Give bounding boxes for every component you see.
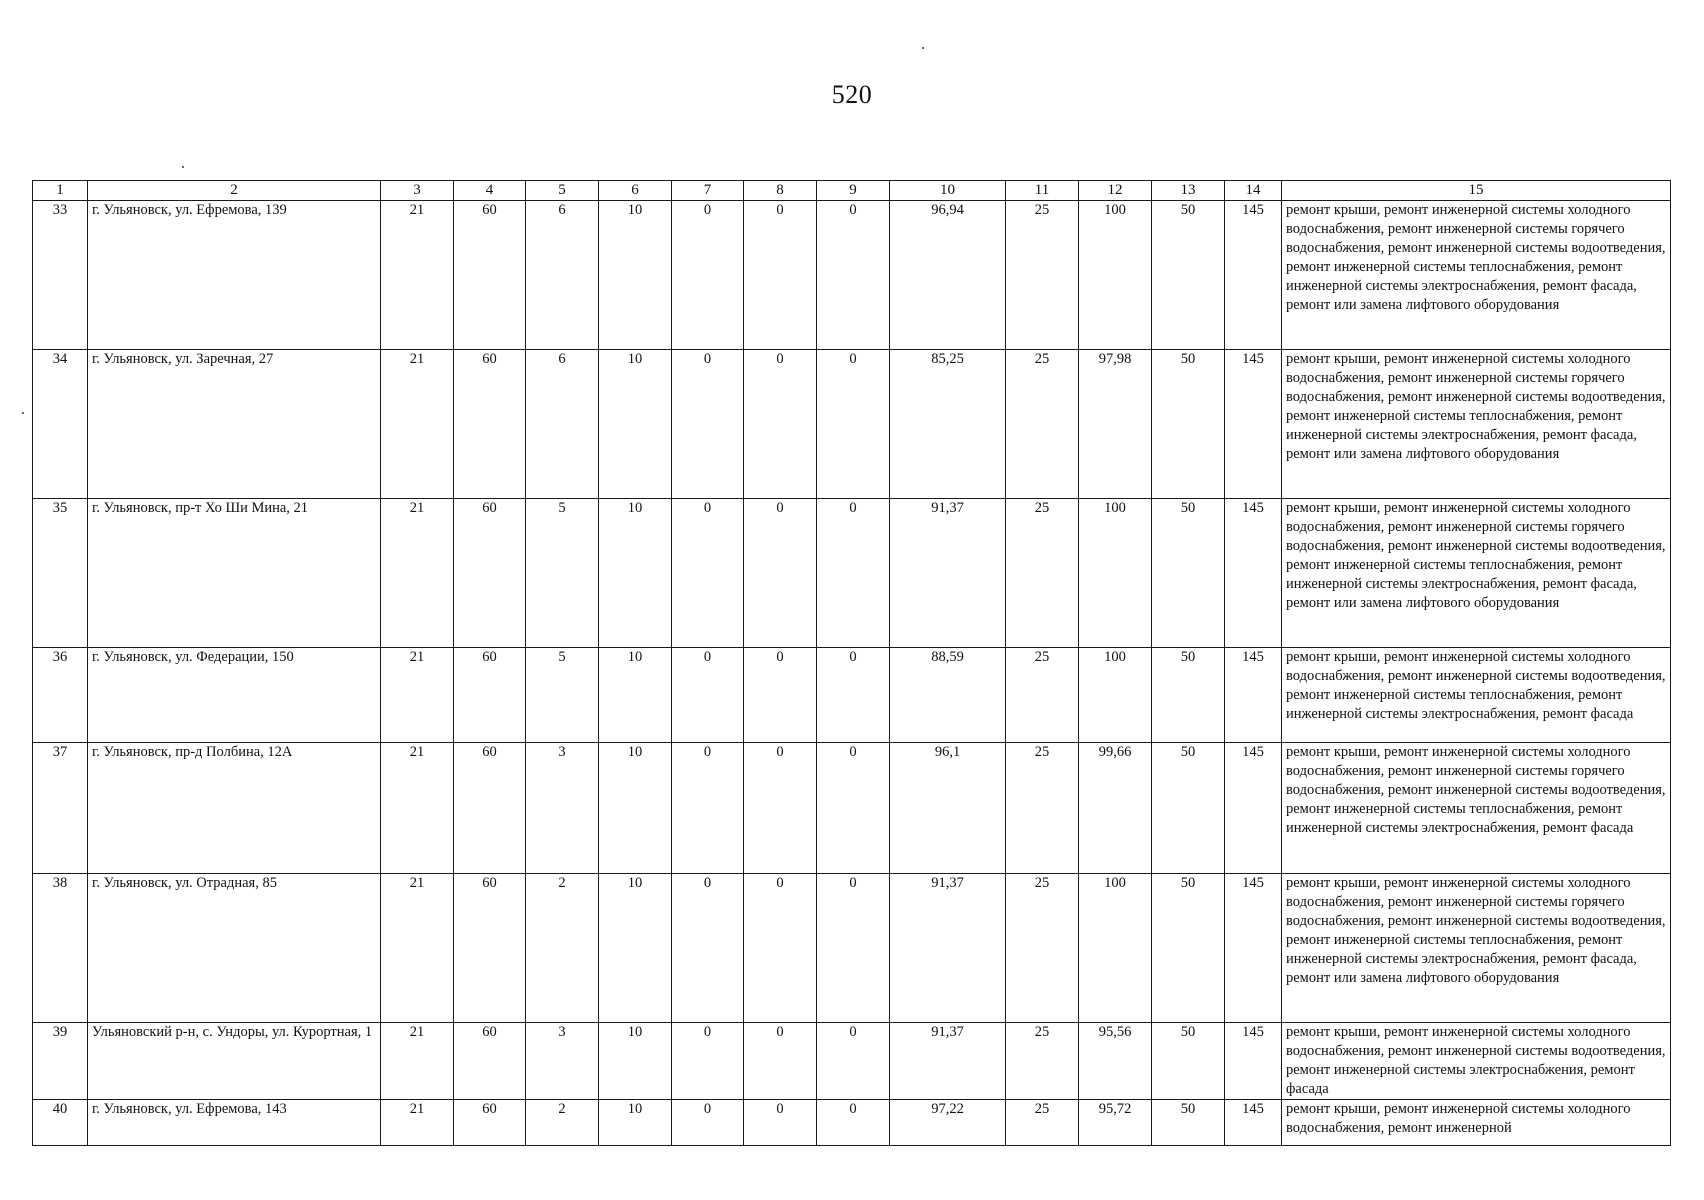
table-cell: 60	[454, 499, 526, 648]
table-cell: 10	[599, 499, 672, 648]
address-cell: г. Ульяновск, пр-т Хо Ши Мина, 21	[88, 499, 381, 648]
table-cell: 21	[381, 743, 454, 874]
table-cell: 0	[672, 499, 744, 648]
column-header: 10	[890, 181, 1006, 201]
table-cell: 145	[1225, 499, 1282, 648]
table-row	[33, 499, 1671, 648]
table-cell: 0	[744, 350, 817, 499]
table-cell: 145	[1225, 201, 1282, 350]
column-header: 2	[88, 181, 381, 201]
table-cell: 145	[1225, 874, 1282, 1023]
table-row	[33, 1023, 1671, 1100]
column-header: 11	[1006, 181, 1079, 201]
table-cell: 2	[526, 1100, 599, 1146]
table-cell: 3	[526, 743, 599, 874]
row-number: 40	[33, 1100, 88, 1146]
table-cell: 21	[381, 1023, 454, 1100]
scan-speck	[22, 412, 24, 414]
header-row	[33, 181, 1671, 201]
table-cell: 25	[1006, 350, 1079, 499]
table-cell: 0	[817, 1100, 890, 1146]
row-number: 33	[33, 201, 88, 350]
works-cell: ремонт крыши, ремонт инженерной системы холодного водоснабжения, ремонт инженерной системы водоотведения, ремонт инженерной системы электроснабжения, ремонт фасада	[1282, 1023, 1671, 1100]
table-cell: 0	[817, 874, 890, 1023]
table-row	[33, 743, 1671, 874]
table-cell: 25	[1006, 874, 1079, 1023]
table-cell: 0	[817, 648, 890, 743]
column-header: 14	[1225, 181, 1282, 201]
table-cell: 0	[744, 201, 817, 350]
table-cell: 97,22	[890, 1100, 1006, 1146]
register-table	[32, 180, 1671, 1146]
column-header: 7	[672, 181, 744, 201]
column-header: 6	[599, 181, 672, 201]
table-cell: 50	[1152, 1023, 1225, 1100]
scan-speck	[182, 166, 184, 168]
table-cell: 10	[599, 743, 672, 874]
address-cell: г. Ульяновск, пр-д Полбина, 12А	[88, 743, 381, 874]
table-cell: 21	[381, 201, 454, 350]
works-cell: ремонт крыши, ремонт инженерной системы холодного водоснабжения, ремонт инженерной системы горячего водоснабжения, ремонт инженерной системы водоотведения, ремонт инженерной системы теплоснабжения, ремонт инженерной системы электроснабжения, ремонт фасада, ремонт или замена лифтового оборудования	[1282, 201, 1671, 350]
row-number: 34	[33, 350, 88, 499]
table-cell: 88,59	[890, 648, 1006, 743]
table-cell: 5	[526, 648, 599, 743]
table-cell: 0	[672, 350, 744, 499]
table-cell: 60	[454, 350, 526, 499]
table-cell: 21	[381, 648, 454, 743]
column-header: 4	[454, 181, 526, 201]
table-cell: 96,94	[890, 201, 1006, 350]
row-number: 38	[33, 874, 88, 1023]
column-header: 3	[381, 181, 454, 201]
table-cell: 25	[1006, 1100, 1079, 1146]
address-cell: г. Ульяновск, ул. Федерации, 150	[88, 648, 381, 743]
address-cell: г. Ульяновск, ул. Заречная, 27	[88, 350, 381, 499]
table-cell: 0	[817, 1023, 890, 1100]
table-cell: 50	[1152, 648, 1225, 743]
table-cell: 10	[599, 1100, 672, 1146]
table-cell: 0	[817, 350, 890, 499]
table-cell: 10	[599, 874, 672, 1023]
column-header: 12	[1079, 181, 1152, 201]
table-cell: 0	[817, 499, 890, 648]
table-cell: 21	[381, 874, 454, 1023]
row-number: 36	[33, 648, 88, 743]
table-cell: 145	[1225, 648, 1282, 743]
table-row	[33, 201, 1671, 350]
table-cell: 5	[526, 499, 599, 648]
table-cell: 100	[1079, 874, 1152, 1023]
table-cell: 50	[1152, 874, 1225, 1023]
table-cell: 96,1	[890, 743, 1006, 874]
column-header: 13	[1152, 181, 1225, 201]
table-cell: 95,72	[1079, 1100, 1152, 1146]
table-cell: 50	[1152, 1100, 1225, 1146]
works-cell: ремонт крыши, ремонт инженерной системы холодного водоснабжения, ремонт инженерной	[1282, 1100, 1671, 1146]
table-cell: 91,37	[890, 1023, 1006, 1100]
table-cell: 0	[672, 201, 744, 350]
table-cell: 85,25	[890, 350, 1006, 499]
table-row	[33, 874, 1671, 1023]
column-header: 9	[817, 181, 890, 201]
row-number: 35	[33, 499, 88, 648]
table-cell: 25	[1006, 201, 1079, 350]
table-cell: 0	[672, 743, 744, 874]
table-cell: 0	[744, 499, 817, 648]
address-cell: г. Ульяновск, ул. Ефремова, 139	[88, 201, 381, 350]
table-cell: 21	[381, 350, 454, 499]
table-cell: 25	[1006, 743, 1079, 874]
table-cell: 99,66	[1079, 743, 1152, 874]
table-cell: 10	[599, 1023, 672, 1100]
column-header: 5	[526, 181, 599, 201]
row-number: 37	[33, 743, 88, 874]
table-row	[33, 350, 1671, 499]
table-cell: 145	[1225, 1023, 1282, 1100]
table-cell: 21	[381, 499, 454, 648]
table-cell: 60	[454, 1100, 526, 1146]
table-cell: 6	[526, 350, 599, 499]
table-cell: 21	[381, 1100, 454, 1146]
table-cell: 0	[744, 1023, 817, 1100]
works-cell: ремонт крыши, ремонт инженерной системы холодного водоснабжения, ремонт инженерной системы горячего водоснабжения, ремонт инженерной системы водоотведения, ремонт инженерной системы теплоснабжения, ремонт инженерной системы электроснабжения, ремонт фасада, ремонт или замена лифтового оборудования	[1282, 499, 1671, 648]
table-cell: 60	[454, 743, 526, 874]
table-row	[33, 1100, 1671, 1146]
table-cell: 0	[744, 648, 817, 743]
scan-speck	[922, 47, 924, 49]
table-cell: 91,37	[890, 499, 1006, 648]
table-cell: 50	[1152, 743, 1225, 874]
table-cell: 145	[1225, 1100, 1282, 1146]
address-cell: г. Ульяновск, ул. Отрадная, 85	[88, 874, 381, 1023]
column-header: 8	[744, 181, 817, 201]
works-cell: ремонт крыши, ремонт инженерной системы холодного водоснабжения, ремонт инженерной системы горячего водоснабжения, ремонт инженерной системы водоотведения, ремонт инженерной системы теплоснабжения, ремонт инженерной системы электроснабжения, ремонт фасада	[1282, 743, 1671, 874]
table-cell: 0	[672, 1100, 744, 1146]
address-cell: Ульяновский р-н, с. Ундоры, ул. Курортная, 1	[88, 1023, 381, 1100]
table-cell: 95,56	[1079, 1023, 1152, 1100]
table-cell: 25	[1006, 499, 1079, 648]
table-cell: 50	[1152, 499, 1225, 648]
works-cell: ремонт крыши, ремонт инженерной системы холодного водоснабжения, ремонт инженерной системы горячего водоснабжения, ремонт инженерной системы водоотведения, ремонт инженерной системы теплоснабжения, ремонт инженерной системы электроснабжения, ремонт фасада, ремонт или замена лифтового оборудования	[1282, 350, 1671, 499]
works-cell: ремонт крыши, ремонт инженерной системы холодного водоснабжения, ремонт инженерной системы горячего водоснабжения, ремонт инженерной системы водоотведения, ремонт инженерной системы теплоснабжения, ремонт инженерной системы электроснабжения, ремонт фасада, ремонт или замена лифтового оборудования	[1282, 874, 1671, 1023]
table-cell: 2	[526, 874, 599, 1023]
table-cell: 3	[526, 1023, 599, 1100]
table-cell: 145	[1225, 350, 1282, 499]
table-cell: 100	[1079, 499, 1152, 648]
table-cell: 10	[599, 201, 672, 350]
table-cell: 25	[1006, 648, 1079, 743]
table-cell: 97,98	[1079, 350, 1152, 499]
table-row	[33, 648, 1671, 743]
table-cell: 10	[599, 350, 672, 499]
table-cell: 60	[454, 201, 526, 350]
table-cell: 0	[744, 1100, 817, 1146]
table-cell: 0	[672, 874, 744, 1023]
works-cell: ремонт крыши, ремонт инженерной системы холодного водоснабжения, ремонт инженерной системы водоотведения, ремонт инженерной системы теплоснабжения, ремонт инженерной системы электроснабжения, ремонт фасада	[1282, 648, 1671, 743]
table-cell: 100	[1079, 201, 1152, 350]
table-cell: 50	[1152, 350, 1225, 499]
table-cell: 60	[454, 648, 526, 743]
table-cell: 0	[744, 874, 817, 1023]
table-cell: 0	[817, 743, 890, 874]
table-cell: 60	[454, 874, 526, 1023]
column-header: 15	[1282, 181, 1671, 201]
table-cell: 6	[526, 201, 599, 350]
table-cell: 0	[672, 648, 744, 743]
table-cell: 10	[599, 648, 672, 743]
table-cell: 100	[1079, 648, 1152, 743]
table-cell: 50	[1152, 201, 1225, 350]
row-number: 39	[33, 1023, 88, 1100]
table-cell: 60	[454, 1023, 526, 1100]
column-header: 1	[33, 181, 88, 201]
address-cell: г. Ульяновск, ул. Ефремова, 143	[88, 1100, 381, 1146]
table-cell: 91,37	[890, 874, 1006, 1023]
table-cell: 0	[672, 1023, 744, 1100]
page-number: 520	[831, 80, 873, 109]
table-cell: 145	[1225, 743, 1282, 874]
table-cell: 25	[1006, 1023, 1079, 1100]
table-cell: 0	[817, 201, 890, 350]
table-cell: 0	[744, 743, 817, 874]
